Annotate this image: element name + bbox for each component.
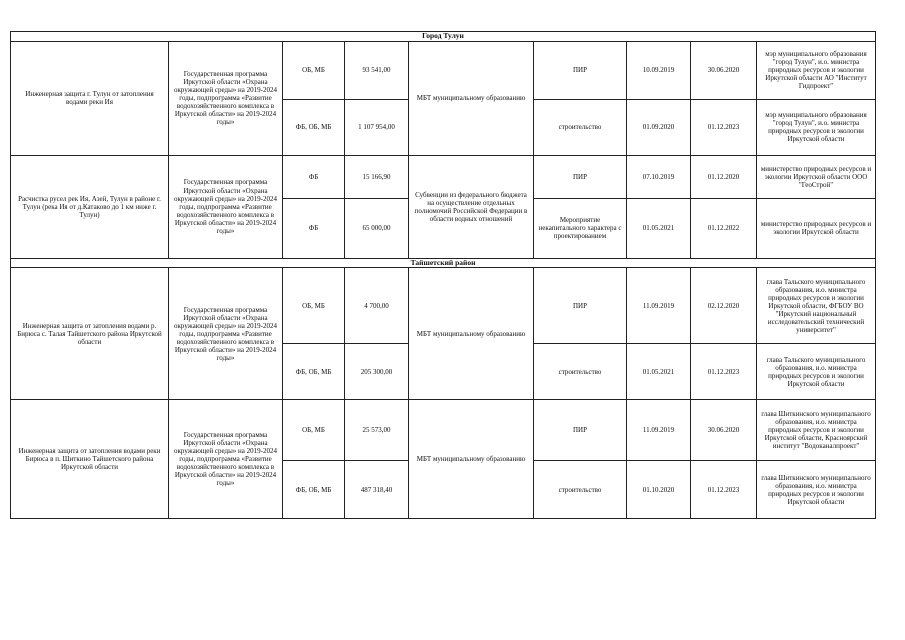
amount: 25 573,00: [345, 400, 409, 461]
project-name: Инженерная защита от затопления водами реки Бирюса в п. Шиткино Тайшетского района Иркутской области: [11, 400, 169, 519]
responsible: глава Тальского муниципального образования, и.о. министра природных ресурсов и экологии Иркутской области: [757, 344, 876, 400]
funding-source: ФБ, ОБ, МБ: [283, 344, 345, 400]
amount: 487 318,40: [345, 461, 409, 519]
responsible: глава Шиткинского муниципального образования, и.о. министра природных ресурсов и экологии Иркутской области, Красноярский институт "Водоканалпроект": [757, 400, 876, 461]
stage: ПИР: [534, 155, 627, 198]
responsible: министерство природных ресурсов и экологии Иркутской области ООО "ГеоСтрой": [757, 155, 876, 198]
funding-source: ОБ, МБ: [283, 400, 345, 461]
start-date: 01.10.2020: [627, 461, 691, 519]
funding-mechanism: МБТ муниципальному образованию: [409, 41, 534, 155]
program-name: Государственная программа Иркутской области «Охрана окружающей среды» на 2019-2024 годы, подпрограмма «Развитие водохозяйственного комплекса в Иркутской области» на 2019-2024 годы»: [169, 400, 283, 519]
start-date: 10.09.2019: [627, 41, 691, 99]
section-title: Город Тулун: [11, 32, 876, 42]
program-name: Государственная программа Иркутской области «Охрана окружающей среды» на 2019-2024 годы, подпрограмма «Развитие водохозяйственного комплекса в Иркутской области» на 2019-2024 годы»: [169, 155, 283, 258]
stage: строительство: [534, 344, 627, 400]
end-date: 01.12.2023: [691, 344, 757, 400]
project-name: Инженерная защита от затопления водами р. Бирюса с. Талая Тайшетского района Иркутской области: [11, 268, 169, 400]
stage: ПИР: [534, 268, 627, 344]
funding-source: ОБ, МБ: [283, 41, 345, 99]
funding-source: ФБ: [283, 198, 345, 258]
responsible: мэр муниципального образования "город Тулун", и.о. министра природных ресурсов и экологии Иркутской области АО "Институт Гидпроект": [757, 41, 876, 99]
start-date: 11.09.2019: [627, 400, 691, 461]
responsible: министерство природных ресурсов и экологии Иркутской области: [757, 198, 876, 258]
project-name: Расчистка русел рек Ия, Азей, Тулун в районе г. Тулун (река Ия от д.Катаково до 1 км ниже г. Тулун): [11, 155, 169, 258]
amount: 93 541,00: [345, 41, 409, 99]
section-header: [11, 258, 876, 268]
funding-mechanism: Субвенции из федерального бюджета на осуществление отдельных полномочий Российской Федерации в области водных отношений: [409, 155, 534, 258]
start-date: 01.09.2020: [627, 99, 691, 155]
amount: 15 166,90: [345, 155, 409, 198]
start-date: 07.10.2019: [627, 155, 691, 198]
amount: 65 000,00: [345, 198, 409, 258]
funding-source: ФБ, ОБ, МБ: [283, 99, 345, 155]
projects-table: [10, 31, 876, 519]
stage: строительство: [534, 99, 627, 155]
responsible: мэр муниципального образования "город Тулун", и.о. министра природных ресурсов и экологии Иркутской области: [757, 99, 876, 155]
end-date: 30.06.2020: [691, 400, 757, 461]
responsible: глава Шиткинского муниципального образования, и.о. министра природных ресурсов и экологии Иркутской области: [757, 461, 876, 519]
funding-source: ФБ: [283, 155, 345, 198]
table-row: [11, 268, 876, 344]
table-row: [11, 41, 876, 99]
program-name: Государственная программа Иркутской области «Охрана окружающей среды» на 2019-2024 годы, подпрограмма «Развитие водохозяйственного комплекса в Иркутской области» на 2019-2024 годы»: [169, 268, 283, 400]
document-page: [10, 31, 876, 519]
amount: 4 700,00: [345, 268, 409, 344]
stage: строительство: [534, 461, 627, 519]
amount: 1 107 954,00: [345, 99, 409, 155]
end-date: 01.12.2023: [691, 461, 757, 519]
start-date: 01.05.2021: [627, 198, 691, 258]
end-date: 30.06.2020: [691, 41, 757, 99]
start-date: 11.09.2019: [627, 268, 691, 344]
table-row: [11, 400, 876, 461]
section-header: [11, 32, 876, 42]
end-date: 01.12.2022: [691, 198, 757, 258]
funding-mechanism: МБТ муниципальному образованию: [409, 268, 534, 400]
funding-source: ФБ, ОБ, МБ: [283, 461, 345, 519]
responsible: глава Тальского муниципального образования, и.о. министра природных ресурсов и экологии Иркутской области, ФГБОУ ВО "Иркутский национальный исследовательский технический университет": [757, 268, 876, 344]
project-name: Инженерная защита г. Тулун от затопления водами реки Ия: [11, 41, 169, 155]
end-date: 01.12.2020: [691, 155, 757, 198]
stage: ПИР: [534, 41, 627, 99]
end-date: 01.12.2023: [691, 99, 757, 155]
funding-source: ОБ, МБ: [283, 268, 345, 344]
end-date: 02.12.2020: [691, 268, 757, 344]
start-date: 01.05.2021: [627, 344, 691, 400]
table-row: [11, 155, 876, 198]
section-title: Тайшетский район: [11, 258, 876, 268]
stage: ПИР: [534, 400, 627, 461]
funding-mechanism: МБТ муниципальному образованию: [409, 400, 534, 519]
program-name: Государственная программа Иркутской области «Охрана окружающей среды» на 2019-2024 годы, подпрограмма «Развитие водохозяйственного комплекса в Иркутской области» на 2019-2024 годы»: [169, 41, 283, 155]
amount: 205 300,00: [345, 344, 409, 400]
stage: Мероприятие некапитального характера с проектированием: [534, 198, 627, 258]
